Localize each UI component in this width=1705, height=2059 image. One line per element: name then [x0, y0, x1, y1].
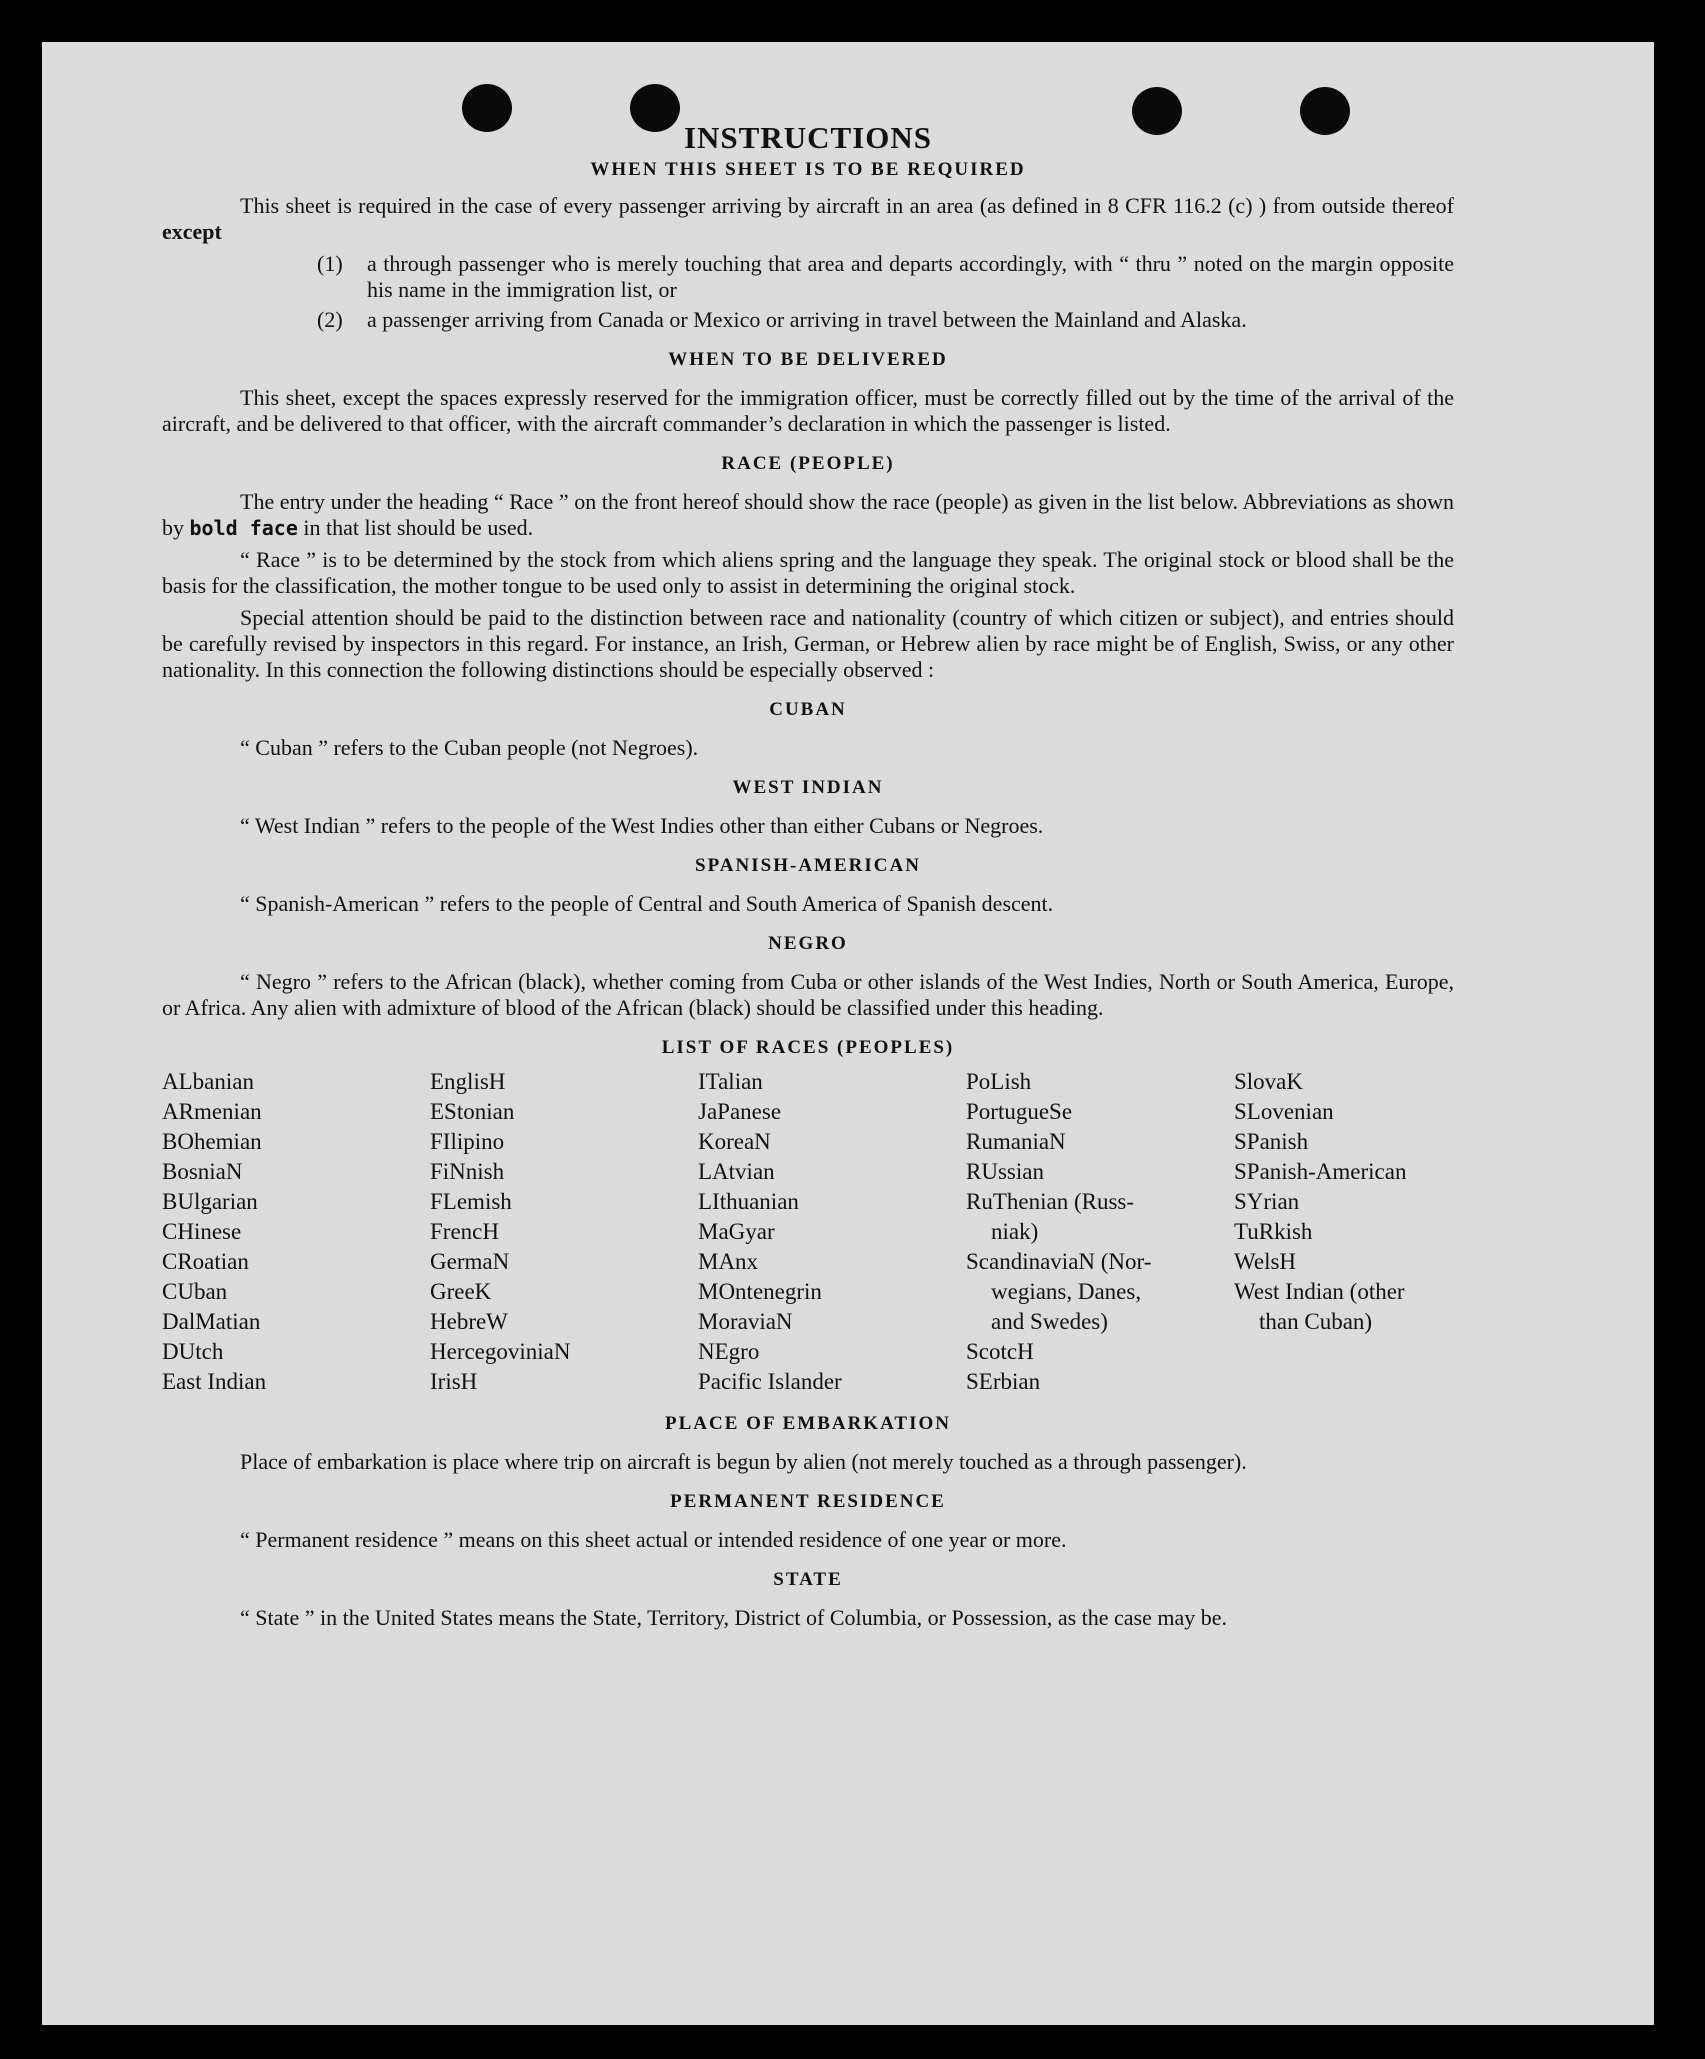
race-entry: EnglisH — [430, 1069, 506, 1094]
race-entry: ALbanian — [162, 1069, 254, 1094]
race-entry: KoreaN — [698, 1129, 771, 1154]
race-entry: LAtvian — [698, 1159, 775, 1184]
race-entry: RuThenian (Russ- — [966, 1189, 1135, 1214]
instructions-content — [162, 120, 1454, 1637]
section-heading: CUBAN — [769, 699, 847, 720]
paragraph: “ Race ” is to be determined by the stock from which aliens spring and the language they speak. The original stock or blood shall be the basis for the classification, the mother tongue to be used only to assist in determining the original stock. — [162, 547, 1454, 598]
race-entry: East Indian — [162, 1369, 267, 1394]
race-entry: RUssian — [966, 1159, 1044, 1184]
paragraph: The entry under the heading “ Race ” on the front hereof should show the race (people) as given in the list below. Abbreviations as shown by bold face in that list should be used. — [162, 489, 1454, 540]
section-heading: WHEN TO BE DELIVERED — [668, 349, 948, 370]
races-column — [1234, 1067, 1454, 1397]
definition: “ Spanish-American ” refers to the people of Central and South America of Spanish descent. — [240, 891, 1054, 916]
paragraph: This sheet is required in the case of every passenger arriving by aircraft in an area (as defined in 8 CFR 116.2 (c) ) from outside thereof except — [162, 193, 1454, 244]
page-title: INSTRUCTIONS — [683, 120, 932, 155]
race-entry-continued: than Cuban) — [1259, 1309, 1373, 1334]
exceptions-list — [317, 251, 1454, 333]
paragraph: “ Negro ” refers to the African (black), whether coming from Cuba or other islands of the West Indies, North or South America, Europe, or Africa. Any alien with admixture of blood of the African (black) should be classified under this heading. — [162, 969, 1454, 1020]
race-entry: WelsH — [1234, 1249, 1297, 1274]
section-heading: WEST INDIAN — [732, 777, 884, 798]
race-entry: JaPanese — [698, 1099, 782, 1124]
races-column — [162, 1067, 430, 1397]
race-entry: MoraviaN — [698, 1309, 793, 1334]
section-heading: PERMANENT RESIDENCE — [670, 1491, 946, 1512]
race-entry: HebreW — [430, 1309, 508, 1334]
race-entry: FrencH — [430, 1219, 499, 1244]
race-entry: TuRkish — [1234, 1219, 1313, 1244]
race-entry: SPanish-American — [1234, 1159, 1407, 1184]
race-entry: West Indian (other — [1234, 1279, 1405, 1304]
race-entry: Pacific Islander — [698, 1369, 842, 1394]
race-entry: BOhemian — [162, 1129, 262, 1154]
race-entry: DUtch — [162, 1339, 224, 1364]
paragraph: This sheet, except the spaces expressly reserved for the immigration officer, must be correctly filled out by the time of the arrival of the aircraft, and be delivered to that officer, with the aircraft commander’s declaration in which the passenger is listed. — [162, 385, 1454, 436]
race-entry: SLovenian — [1234, 1099, 1334, 1124]
race-entry: BUlgarian — [162, 1189, 258, 1214]
races-column — [966, 1067, 1234, 1397]
race-entry: SPanish — [1234, 1129, 1309, 1154]
race-entry: LIthuanian — [698, 1189, 799, 1214]
race-entry: GreeK — [430, 1279, 492, 1304]
race-entry: MAnx — [698, 1249, 759, 1274]
definition: “ Permanent residence ” means on this sheet actual or intended residence of one year or more. — [240, 1527, 1067, 1552]
race-entry: SlovaK — [1234, 1069, 1303, 1094]
race-entry: MOntenegrin — [698, 1279, 822, 1304]
race-entry: HercegoviniaN — [430, 1339, 571, 1364]
race-entry: ITalian — [698, 1069, 763, 1094]
race-entry: MaGyar — [698, 1219, 775, 1244]
race-entry-continued: niak) — [991, 1219, 1039, 1244]
race-entry: SErbian — [966, 1369, 1041, 1394]
races-list — [162, 1067, 1454, 1397]
race-entry: ARmenian — [162, 1099, 262, 1124]
section-heading: PLACE OF EMBARKATION — [665, 1413, 951, 1434]
definition: “ Cuban ” refers to the Cuban people (not Negroes). — [240, 735, 699, 760]
section-heading: LIST OF RACES (PEOPLES) — [661, 1037, 955, 1058]
race-entry: NEgro — [698, 1339, 760, 1364]
section-heading: NEGRO — [768, 933, 848, 954]
race-entry: FiNnish — [430, 1159, 505, 1184]
race-entry: DalMatian — [162, 1309, 261, 1334]
race-entry: EStonian — [430, 1099, 515, 1124]
race-entry: IrisH — [430, 1369, 478, 1394]
section-heading: RACE (PEOPLE) — [721, 453, 895, 474]
race-entry: RumaniaN — [966, 1129, 1066, 1154]
paragraph: Place of embarkation is place where trip on aircraft is begun by alien (not merely touched as a through passenger). — [240, 1449, 1247, 1474]
paragraph: Special attention should be paid to the distinction between race and nationality (country of which citizen or subject), and entries should be carefully revised by inspectors in this regard. For instance, an Irish, German, or Hebrew alien by race might be of English, Swiss, or any other nationality. In this connection the following distinctions should be especially observed : — [162, 605, 1454, 682]
race-entry: PortugueSe — [966, 1099, 1073, 1124]
race-entry-continued: wegians, Danes, — [991, 1279, 1142, 1304]
race-entry: GermaN — [430, 1249, 510, 1274]
list-item: (1) a through passenger who is merely touching that area and departs accordingly, with “ thru ” noted on the margin opposite his name in the immigration list, or — [317, 251, 1454, 302]
race-entry: PoLish — [966, 1069, 1032, 1094]
race-entry: ScandinaviaN (Nor- — [966, 1249, 1152, 1274]
definition: “ West Indian ” refers to the people of the West Indies other than either Cubans or Negroes. — [240, 813, 1044, 838]
race-entry: ScotcH — [966, 1339, 1034, 1364]
races-column — [430, 1067, 698, 1397]
race-entry-continued: and Swedes) — [991, 1309, 1108, 1334]
race-entry: FLemish — [430, 1189, 512, 1214]
race-entry: FIlipino — [430, 1129, 505, 1154]
section-heading: WHEN THIS SHEET IS TO BE REQUIRED — [590, 159, 1026, 180]
race-entry: CUban — [162, 1279, 228, 1304]
race-entry: BosniaN — [162, 1159, 243, 1184]
race-entry: CHinese — [162, 1219, 242, 1244]
list-item: (2) a passenger arriving from Canada or Mexico or arriving in travel between the Mainland and Alaska. — [317, 307, 1247, 332]
paragraph: “ State ” in the United States means the State, Territory, District of Columbia, or Possession, as the case may be. — [240, 1605, 1228, 1630]
section-heading: STATE — [773, 1569, 843, 1590]
section-heading: SPANISH-AMERICAN — [695, 855, 921, 876]
race-entry: SYrian — [1234, 1189, 1300, 1214]
races-column — [698, 1067, 966, 1397]
race-entry: CRoatian — [162, 1249, 249, 1274]
